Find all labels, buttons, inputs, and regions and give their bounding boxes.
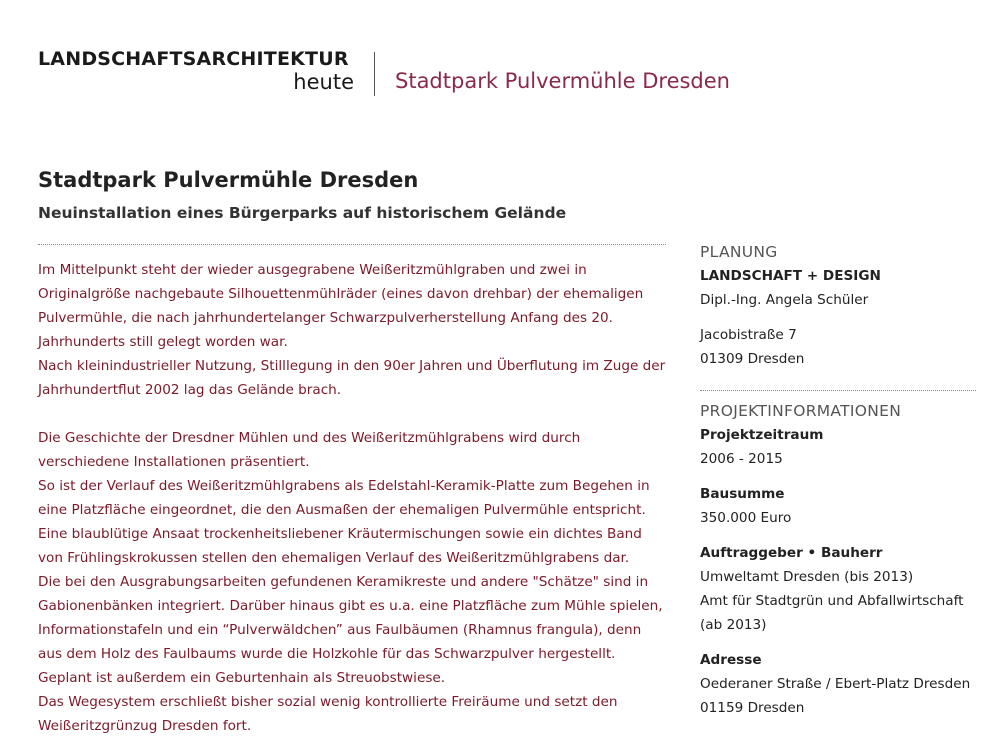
bausumme-label: Bausumme	[700, 486, 785, 502]
site-header	[38, 48, 978, 100]
sidebar-gap	[700, 471, 978, 482]
sidebar-gap	[700, 637, 978, 648]
article-paragraph: Die bei den Ausgrabungsarbeiten gefundenen Keramikreste und andere "Schätze" sind in Gabionenbänken integriert. Darüber hinaus gibt es u.a. eine Platzfläche zum Mühle spielen, Informationstafeln und ein “Pulverwäldchen” aus Faulbäumen (Rhamnus frangula), denn aus dem Holz des Faulbaums wurde die Holzkohle für das Schwarzpulver hergestellt.	[38, 574, 663, 662]
planung-person: Dipl.-Ing. Angela Schüler	[700, 292, 869, 308]
article-paragraph: Das Wegesystem erschließt bisher sozial wenig kontrollierte Freiräume und setzt den Weißeritzgrünzug Dresden fort.	[38, 694, 618, 734]
page-subtitle: Neuinstallation eines Bürgerparks auf historischem Gelände	[38, 204, 567, 222]
zeitraum-label: Projektzeitraum	[700, 427, 824, 443]
projekt-heading: PROJEKTINFORMATIONEN	[700, 402, 902, 420]
article-paragraph: Geplant ist außerdem ein Geburtenhain als Streuobstwiese.	[38, 670, 446, 686]
adresse-value: 01159 Dresden	[700, 700, 805, 716]
planung-heading: PLANUNG	[700, 243, 778, 261]
article-paragraph: So ist der Verlauf des Weißeritzmühlgrabens als Edelstahl-Keramik-Platte zum Begehen in eine Platzfläche eingeordnet, die den Ausmaßen der ehemaligen Pulvermühle entspricht.	[38, 478, 650, 518]
project-sidebar	[700, 240, 978, 720]
bausumme-value: 350.000 Euro	[700, 510, 792, 526]
planung-firm: LANDSCHAFT + DESIGN	[700, 268, 881, 284]
auftraggeber-label: Auftraggeber • Bauherr	[700, 545, 883, 561]
header-divider	[374, 52, 375, 96]
logo-wordmark-top: LANDSCHAFTSARCHITEKTUR	[38, 48, 349, 70]
article-paragraph: Die Geschichte der Dresdner Mühlen und des Weißeritzmühlgrabens wird durch verschiedene Installationen präsentiert.	[38, 430, 581, 470]
planung-street: Jacobistraße 7	[700, 327, 797, 343]
zeitraum-value: 2006 - 2015	[700, 451, 783, 467]
auftraggeber-value: Umweltamt Dresden (bis 2013)	[700, 569, 914, 585]
sidebar-gap	[700, 530, 978, 541]
article-paragraph: Nach kleinindustrieller Nutzung, Stilllegung in den 90er Jahren und Überflutung im Zuge der Jahrhundertflut 2002 lag das Gelände brach.	[38, 358, 666, 398]
logo-wordmark-bottom: heute	[293, 70, 354, 94]
header-site-title[interactable]: Stadtpark Pulvermühle Dresden	[395, 69, 730, 93]
article-body	[38, 258, 668, 738]
sidebar-divider	[700, 390, 976, 391]
page-title: Stadtpark Pulvermühle Dresden	[38, 168, 419, 192]
paragraph-gap	[38, 402, 668, 426]
article-paragraph: Eine blaublütige Ansaat trockenheitsliebener Kräutermischungen sowie ein dichtes Band von Frühlingskrokussen stellen den ehemaligen Verlauf des Weißeritzmühlgrabens dar.	[38, 526, 642, 566]
adresse-value: Oederaner Straße / Ebert-Platz Dresden	[700, 676, 971, 692]
auftraggeber-value: Amt für Stadtgrün und Abfallwirtschaft	[700, 593, 964, 609]
site-logo[interactable]	[38, 48, 356, 94]
auftraggeber-value: (ab 2013)	[700, 617, 767, 633]
content-divider	[38, 244, 666, 245]
sidebar-gap	[700, 312, 978, 323]
planung-city: 01309 Dresden	[700, 351, 805, 367]
adresse-label: Adresse	[700, 652, 762, 668]
article-paragraph: Im Mittelpunkt steht der wieder ausgegrabene Weißeritzmühlgraben und zwei in Originalgröße nachgebaute Silhouettenmühlräder (eines davon drehbar) der ehemaligen Pulvermühle, die nach jahrhundertelanger Schwarzpulverherstellung Anfang des 20. Jahrhunderts still gelegt worden war.	[38, 262, 644, 350]
